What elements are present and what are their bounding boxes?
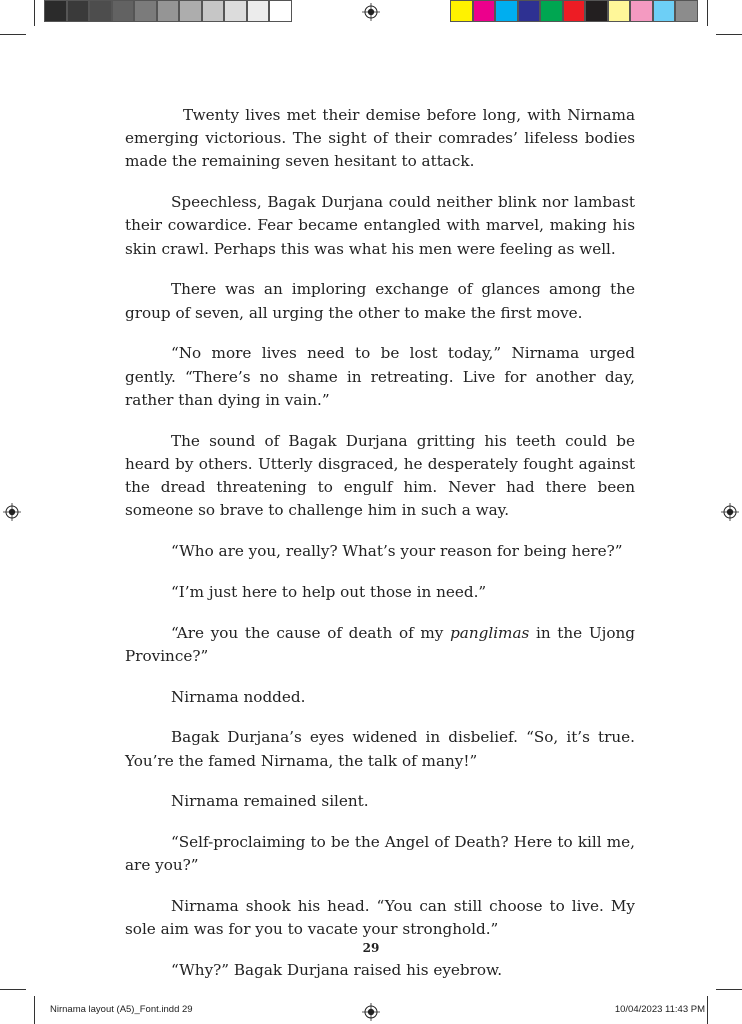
- crop-mark: [0, 34, 26, 35]
- crop-mark: [707, 0, 708, 26]
- paragraph: Twenty lives met their demise before long, with Nirnama emerging victorious. The sight of their comrades’ lifeless bodies made the remaining seven hesitant to attack.: [125, 106, 635, 171]
- grayscale-swatch: [224, 0, 247, 22]
- crop-mark: [716, 34, 742, 35]
- crop-mark: [34, 0, 35, 26]
- page-number: 29: [362, 941, 380, 955]
- grayscale-swatch: [89, 0, 112, 22]
- grayscale-swatch: [269, 0, 292, 22]
- grayscale-swatch: [247, 0, 270, 22]
- process-swatch: [495, 0, 518, 22]
- paragraph: [125, 622, 635, 668]
- grayscale-swatch: [179, 0, 202, 22]
- crop-mark: [716, 989, 742, 990]
- process-swatch: [473, 0, 496, 22]
- grayscale-swatch: [112, 0, 135, 22]
- paragraph: Nirnama shook his head. “You can still choose to live. My sole aim was for you to vacate your stronghold.”: [125, 897, 635, 939]
- italic-term: panglimas: [450, 623, 530, 642]
- paragraph-text: “Are you the cause of death of my: [171, 623, 451, 642]
- process-swatch: [653, 0, 676, 22]
- grayscale-color-bar: [44, 0, 292, 23]
- paragraph: “No more lives need to be lost today,” Nirnama urged gently. “There’s no shame in retreating. Live for another day, rather than dying in vain.”: [125, 344, 635, 409]
- grayscale-swatch: [44, 0, 67, 22]
- process-color-bar: [450, 0, 698, 23]
- paragraph: “Who are you, really? What’s your reason for being here?”: [171, 542, 623, 561]
- grayscale-swatch: [157, 0, 180, 22]
- paragraph: The sound of Bagak Durjana gritting his teeth could be heard by others. Utterly disgraced, he desperately fought against the dread threatening to engulf him. Never had there been someone so brave to challenge him in such a way.: [125, 431, 635, 520]
- registration-mark-icon: [721, 503, 739, 521]
- slug-filename: Nirnama layout (A5)_Font.indd 29: [50, 1004, 193, 1015]
- process-swatch: [563, 0, 586, 22]
- paragraph: “Self-proclaiming to be the Angel of Death? Here to kill me, are you?”: [125, 833, 635, 875]
- process-swatch: [585, 0, 608, 22]
- grayscale-swatch: [67, 0, 90, 22]
- registration-mark-icon: [3, 503, 21, 521]
- process-swatch: [518, 0, 541, 22]
- process-swatch: [450, 0, 473, 22]
- process-swatch: [630, 0, 653, 22]
- paragraph: Nirnama nodded.: [171, 687, 306, 706]
- paragraph-text: in the Ujong Province?”: [125, 623, 635, 665]
- body-text: [125, 104, 635, 1000]
- grayscale-swatch: [202, 0, 225, 22]
- paragraph: There was an imploring exchange of glances among the group of seven, all urging the other to make the first move.: [125, 280, 635, 322]
- paragraph: Speechless, Bagak Durjana could neither blink nor lambast their cowardice. Fear became entangled with marvel, making his skin crawl. Perhaps this was what his men were feeling as well.: [125, 193, 635, 258]
- paragraph: “I’m just here to help out those in need.”: [171, 582, 487, 601]
- registration-mark-icon: [362, 1003, 380, 1021]
- slug-timestamp: 10/04/2023 11:43 PM: [614, 1004, 705, 1015]
- registration-mark-icon: [362, 3, 380, 21]
- crop-mark: [0, 989, 26, 990]
- process-swatch: [675, 0, 698, 22]
- crop-mark: [34, 996, 35, 1024]
- process-swatch: [540, 0, 563, 22]
- process-swatch: [608, 0, 631, 22]
- paragraph: Nirnama remained silent.: [171, 792, 369, 811]
- paragraph: “Why?” Bagak Durjana raised his eyebrow.: [171, 961, 503, 980]
- crop-mark: [707, 996, 708, 1024]
- grayscale-swatch: [134, 0, 157, 22]
- paragraph: Bagak Durjana’s eyes widened in disbelief. “So, it’s true. You’re the famed Nirnama, the talk of many!”: [125, 728, 635, 770]
